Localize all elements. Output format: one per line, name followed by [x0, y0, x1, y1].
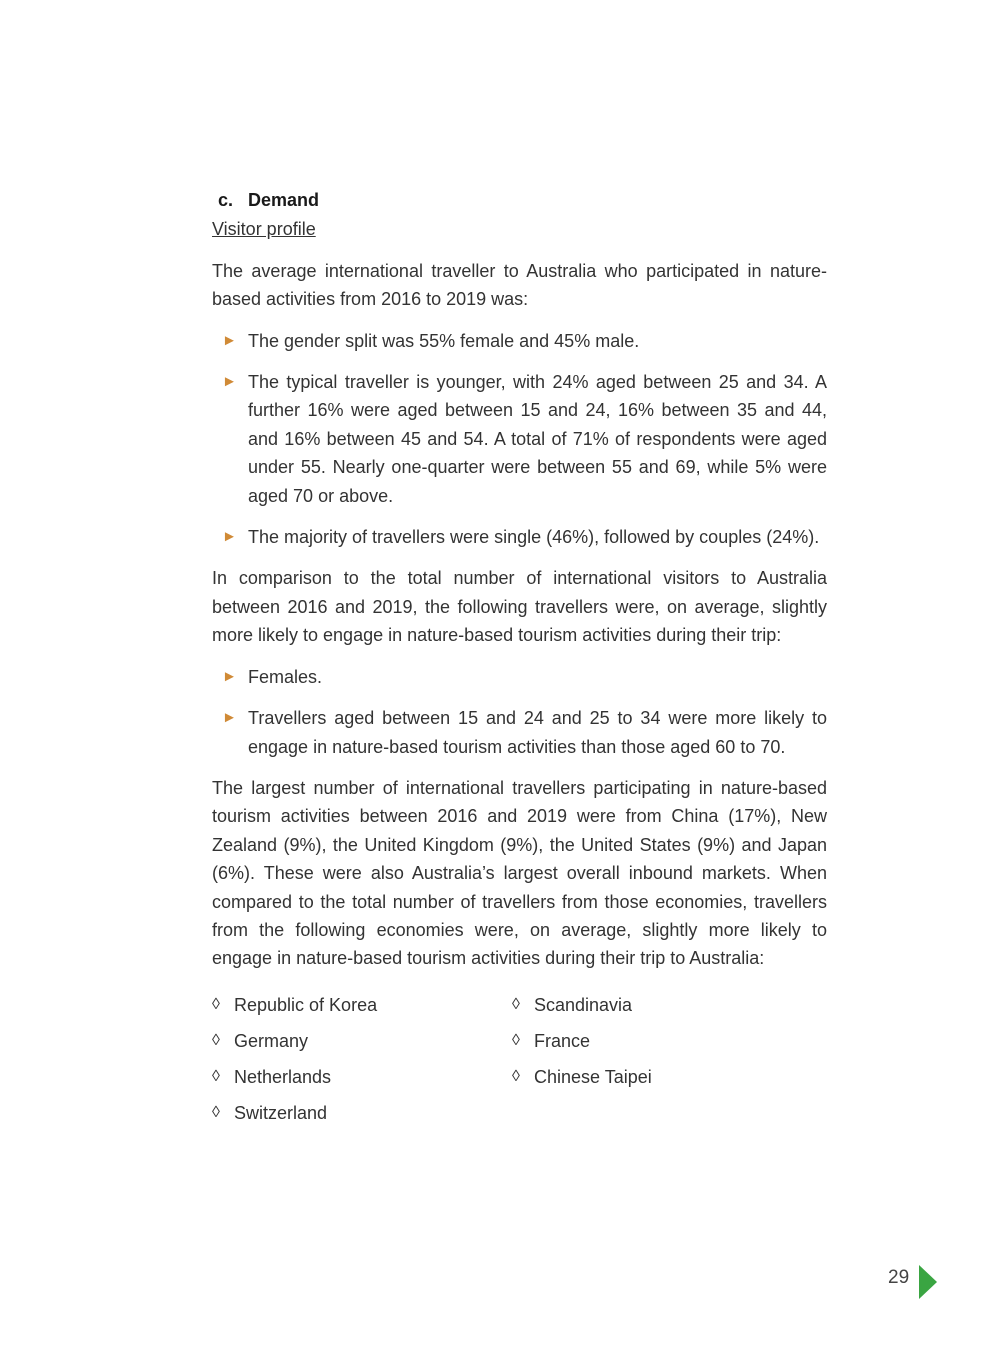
diamond-bullet-icon: ◊ — [212, 1031, 220, 1049]
country-name: Germany — [234, 1030, 309, 1051]
bullet-list-travellers — [212, 663, 827, 761]
country-item — [212, 1095, 512, 1131]
paragraph-markets: The largest number of international travellers participating in nature-based tourism activities between 2016 and 2019 were from China (17%), New Zealand (9%), the United Kingdom (9%), the United States (9%) and Japan (6%). These were also Australia’s largest overall inbound markets. When compared to the total number of travellers from those economies, travellers from the following economies were, on average, slightly more likely to engage in nature-based tourism activities during their trip to Australia: — [212, 777, 827, 969]
arrow-bullet-icon: ► — [222, 331, 237, 349]
arrow-bullet-icon: ► — [222, 373, 237, 391]
list-item — [212, 368, 827, 510]
list-item — [212, 663, 827, 691]
country-name: Republic of Korea — [234, 994, 378, 1015]
subheading-visitor-profile: Visitor profile — [212, 219, 316, 240]
next-page-arrow-icon — [919, 1265, 937, 1299]
country-item — [512, 987, 812, 1023]
diamond-bullet-icon: ◊ — [212, 995, 220, 1013]
diamond-bullet-icon: ◊ — [512, 1031, 520, 1049]
country-list — [212, 987, 827, 1131]
country-name: Switzerland — [234, 1102, 328, 1123]
diamond-bullet-icon: ◊ — [212, 1067, 220, 1085]
diamond-bullet-icon: ◊ — [512, 1067, 520, 1085]
section-title: Demand — [248, 190, 320, 210]
country-column-right — [512, 987, 812, 1131]
list-item-text: The gender split was 55% female and 45% male. — [248, 330, 640, 351]
country-item — [212, 987, 512, 1023]
arrow-bullet-icon: ► — [222, 528, 237, 546]
list-item — [212, 327, 827, 355]
page-number: 29 — [888, 1267, 910, 1288]
list-item-text: Travellers aged between 15 and 24 and 25 to 34 were more likely to engage in nature-based tourism activities than those aged 60 to 70. — [248, 708, 827, 757]
country-item — [512, 1059, 812, 1095]
country-item — [512, 1023, 812, 1059]
list-item — [212, 523, 827, 551]
paragraph-comparison: In comparison to the total number of international visitors to Australia between 2016 and 2019, the following travellers were, on average, slightly more likely to engage in nature-based tourism activities during their trip: — [212, 568, 827, 646]
list-item — [212, 704, 827, 761]
country-name: Netherlands — [234, 1066, 332, 1087]
arrow-bullet-icon: ► — [222, 709, 237, 727]
paragraph-intro: The average international traveller to Australia who participated in nature-based activities from 2016 to 2019 was: — [212, 260, 827, 310]
list-item-text: The majority of travellers were single (46%), followed by couples (24%). — [248, 527, 820, 548]
list-item-text: Females. — [248, 666, 323, 687]
country-name: France — [534, 1030, 591, 1051]
section-letter: c. — [218, 190, 234, 210]
document-content — [212, 186, 827, 1131]
country-item — [212, 1059, 512, 1095]
country-name: Chinese Taipei — [534, 1066, 652, 1087]
diamond-bullet-icon: ◊ — [212, 1103, 220, 1121]
arrow-bullet-icon: ► — [222, 667, 237, 685]
country-column-left — [212, 987, 512, 1131]
section-heading — [212, 186, 827, 214]
bullet-list-profile — [212, 327, 827, 552]
country-item — [212, 1023, 512, 1059]
country-name: Scandinavia — [534, 994, 633, 1015]
diamond-bullet-icon: ◊ — [512, 995, 520, 1013]
list-item-text: The typical traveller is younger, with 24% aged between 25 and 34. A further 16% were aged between 15 and 24, 16% between 35 and 44, and 16% between 45 and 54. A total of 71% of respondents were aged under 55. Nearly one-quarter were between 55 and 69, while 5% were aged 70 or above. — [248, 372, 827, 506]
